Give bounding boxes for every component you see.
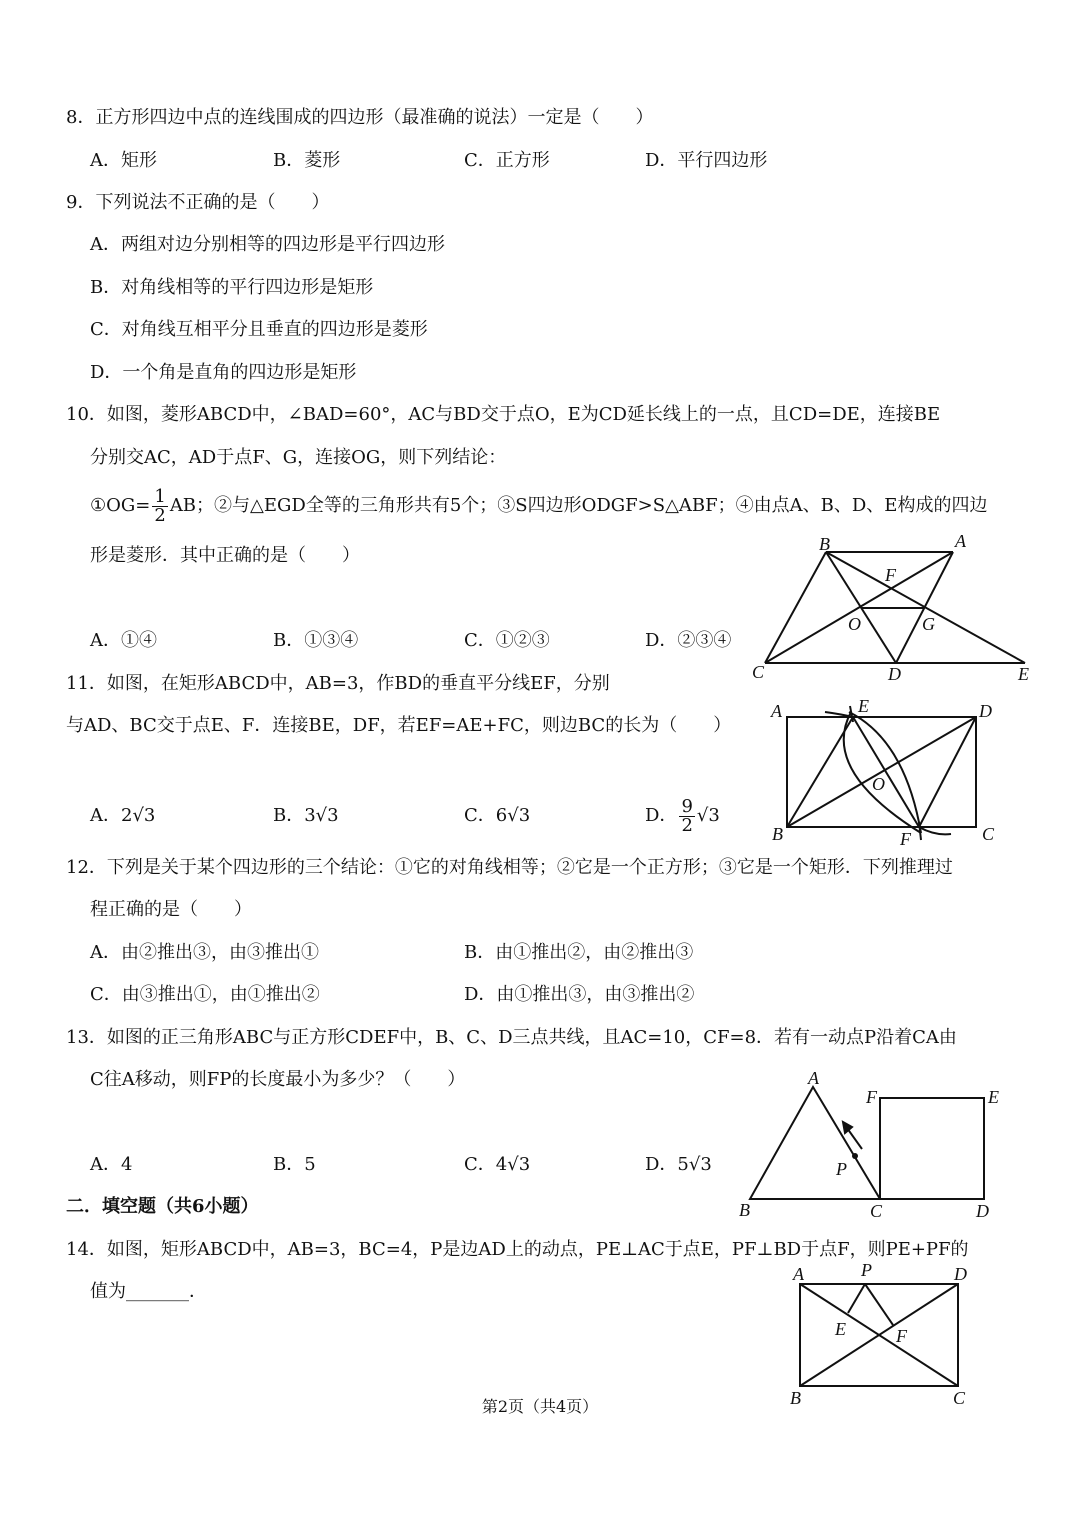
label-a: A bbox=[793, 1264, 804, 1284]
q10-statements: AB；②与△EGD全等的三角形共有5个；③S四边形ODGF>S△ABF；④由点A、B、D、E构成的四边 bbox=[169, 495, 988, 516]
label-d: D bbox=[888, 664, 901, 684]
q9-stem: 9．下列说法不正确的是（ ） bbox=[66, 192, 330, 213]
q12-option-c: C．由③推出①，由①推出② bbox=[90, 984, 320, 1005]
q13-stem-line1: 13．如图的正三角形ABC与正方形CDEF中，B、C、D三点共线，且AC=10，CF=8．若有一动点P沿着CA由 bbox=[66, 1027, 957, 1048]
q10-option-d: D．②③④ bbox=[645, 630, 732, 651]
label-a: A bbox=[955, 531, 966, 551]
q9-option-c: C．对角线互相平分且垂直的四边形是菱形 bbox=[90, 319, 428, 340]
label-g: G bbox=[922, 614, 935, 634]
q10-statement-1: ①OG= bbox=[90, 495, 151, 516]
label-c: C bbox=[982, 824, 995, 844]
label-b: B bbox=[772, 824, 783, 844]
fraction-numerator: 9 bbox=[681, 795, 693, 817]
q14-rectangle-figure bbox=[790, 1260, 967, 1408]
q14-stem-line2: 值为_______． bbox=[90, 1281, 207, 1302]
q14-stem-line1: 14．如图，矩形ABCD中，AB=3，BC=4，P是边AD上的动点，PE⊥AC于点E，PF⊥BD于点F，则PE+PF的 bbox=[66, 1239, 969, 1260]
label-c: C bbox=[870, 1201, 883, 1221]
q11-stem-line2: 与AD、BC交于点E、F．连接BE，DF，若EF=AE+FC，则边BC的长为（ ） bbox=[66, 715, 732, 736]
q11-stem-line1: 11．如图，在矩形ABCD中，AB=3，作BD的垂直平分线EF，分别 bbox=[66, 673, 610, 694]
q8-option-c: C．正方形 bbox=[464, 150, 550, 171]
q13-option-b: B．5 bbox=[273, 1154, 316, 1175]
q12-stem-line1: 12．下列是关于某个四边形的三个结论：①它的对角线相等；②它是一个正方形；③它是一个矩形．下列推理过 bbox=[66, 857, 953, 878]
q11-option-a: A．2√3 bbox=[90, 805, 156, 826]
fraction-one-half bbox=[152, 485, 167, 526]
label-f: F bbox=[900, 829, 911, 849]
q10-option-c: C．①②③ bbox=[464, 630, 550, 651]
q10-option-b: B．①③④ bbox=[273, 630, 359, 651]
label-c: C bbox=[953, 1388, 966, 1408]
q9-option-b: B．对角线相等的平行四边形是矩形 bbox=[90, 277, 374, 298]
q13-option-c: C．4√3 bbox=[464, 1154, 531, 1175]
sqrt-three: √3 bbox=[696, 805, 720, 826]
q13-triangle-square-figure bbox=[739, 1068, 999, 1221]
label-b: B bbox=[739, 1200, 750, 1220]
q10-stem-line1: 10．如图，菱形ABCD中，∠BAD=60°，AC与BD交于点O，E为CD延长线上的一点，且CD=DE，连接BE bbox=[66, 404, 941, 425]
label-c: C bbox=[752, 662, 765, 682]
q10-stem-line4: 形是菱形．其中正确的是（ ） bbox=[90, 545, 360, 566]
label-d: D bbox=[976, 1201, 989, 1221]
label-p: P bbox=[836, 1159, 847, 1179]
label-e: E bbox=[988, 1087, 999, 1107]
label-b: B bbox=[819, 534, 830, 554]
q11-option-b: B．3√3 bbox=[273, 805, 339, 826]
label-d: D bbox=[979, 701, 992, 721]
q9-option-d: D．一个角是直角的四边形是矩形 bbox=[90, 362, 357, 383]
q11-option-c: C．6√3 bbox=[464, 805, 531, 826]
q8-option-a: A．矩形 bbox=[90, 150, 157, 171]
fraction-numerator: 1 bbox=[154, 485, 166, 507]
q10-rhombus-figure bbox=[752, 531, 1029, 684]
section-heading-fill-in: 二．填空题（共6小题） bbox=[66, 1196, 259, 1217]
q12-option-a: A．由②推出③，由③推出① bbox=[90, 942, 319, 963]
q10-stem-line2: 分别交AC，AD于点F、G，连接OG，则下列结论： bbox=[90, 447, 507, 468]
q13-option-d: D．5√3 bbox=[645, 1154, 712, 1175]
q12-stem-line2: 程正确的是（ ） bbox=[90, 899, 252, 920]
label-f: F bbox=[866, 1087, 877, 1107]
q8-stem: 8．正方形四边中点的连线围成的四边形（最准确的说法）一定是（ ） bbox=[66, 107, 654, 128]
q12-option-d: D．由①推出③，由③推出② bbox=[464, 984, 695, 1005]
q10-stem-line3 bbox=[90, 486, 987, 526]
q10-option-a: A．①④ bbox=[90, 630, 157, 651]
q13-stem-line2: C往A移动，则FP的长度最小为多少？（ ） bbox=[90, 1069, 466, 1090]
q8-option-b: B．菱形 bbox=[273, 150, 341, 171]
label-f: F bbox=[896, 1326, 907, 1346]
q8-option-d: D．平行四边形 bbox=[645, 150, 768, 171]
page-footer: 第2页（共4页） bbox=[481, 1397, 599, 1416]
label-e: E bbox=[858, 696, 869, 716]
label-o: O bbox=[872, 774, 885, 794]
q12-option-b: B．由①推出②，由②推出③ bbox=[464, 942, 694, 963]
label-b: B bbox=[790, 1388, 801, 1408]
label-e: E bbox=[1018, 664, 1029, 684]
q11-rectangle-figure bbox=[770, 696, 995, 849]
label-d: D bbox=[954, 1264, 967, 1284]
fraction-denominator: 2 bbox=[681, 814, 693, 836]
label-a: A bbox=[771, 701, 782, 721]
fraction-denominator: 2 bbox=[154, 504, 166, 526]
q11-option-d bbox=[645, 796, 720, 836]
label-a: A bbox=[808, 1068, 819, 1088]
option-label: D． bbox=[645, 805, 678, 826]
label-e: E bbox=[835, 1319, 846, 1339]
q13-option-a: A．4 bbox=[90, 1154, 133, 1175]
label-p: P bbox=[861, 1260, 872, 1280]
q9-option-a: A．两组对边分别相等的四边形是平行四边形 bbox=[90, 234, 445, 255]
label-f: F bbox=[885, 565, 896, 585]
fraction-nine-halves bbox=[679, 795, 694, 836]
label-o: O bbox=[848, 614, 861, 634]
